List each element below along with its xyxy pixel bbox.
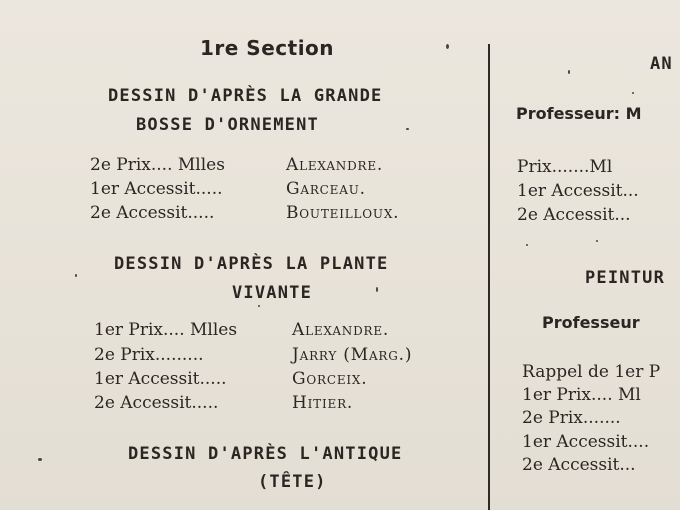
award-line [90, 155, 225, 175]
right-professor-2: Professeur [542, 313, 640, 332]
right-entry: 2e Accessit... [517, 205, 631, 225]
right-entry: Prix.......Ml [517, 157, 613, 177]
print-speck [38, 458, 42, 461]
laureate-name: Gorceix. [292, 369, 368, 389]
print-speck [526, 244, 528, 246]
right-entry: 1er Prix.... Ml [522, 385, 641, 405]
award-label: 2e Accessit..... [90, 203, 215, 223]
heading-antique-line2: (TÊTE) [258, 472, 327, 492]
award-label: 2e Accessit..... [94, 393, 219, 413]
print-speck [406, 128, 409, 130]
laureate-name: Garceau. [286, 179, 366, 199]
right-entry: 2e Prix....... [522, 408, 621, 428]
right-professor-1: Professeur: M [516, 104, 642, 123]
heading-grande-bosse-line2: BOSSE D'ORNEMENT [136, 115, 319, 135]
laureate-name: Bouteilloux. [286, 203, 400, 223]
award-line [94, 320, 237, 340]
right-entry: 2e Accessit... [522, 455, 636, 475]
award-line [94, 345, 204, 365]
award-label: 1er Accessit..... [90, 179, 223, 199]
award-line [94, 369, 227, 389]
right-heading-2: PEINTUR [585, 268, 666, 288]
award-label: 1er Prix.... Mlles [94, 320, 238, 340]
heading-antique-line1: DESSIN D'APRÈS L'ANTIQUE [128, 444, 403, 464]
award-line [90, 203, 214, 223]
laureate-name: Jarry (Marg.) [292, 345, 413, 365]
print-speck [258, 305, 260, 307]
heading-grande-bosse-line1: DESSIN D'APRÈS LA GRANDE [108, 86, 383, 106]
award-label: 1er Accessit..... [94, 369, 227, 389]
print-speck [376, 287, 378, 292]
right-entry: 1er Accessit... [517, 181, 639, 201]
heading-plante-line1: DESSIN D'APRÈS LA PLANTE [114, 254, 389, 274]
right-entry: Rappel de 1er P [522, 362, 661, 382]
print-speck [632, 92, 634, 94]
section-title: 1re Section [200, 36, 335, 60]
right-entry: 1er Accessit.... [522, 432, 650, 452]
laureate-name: Alexandre. [286, 155, 384, 175]
award-label: 2e Prix.... Mlles [90, 155, 225, 175]
print-speck [75, 274, 77, 277]
laureate-name: Hitier. [292, 393, 354, 413]
print-speck [596, 240, 598, 242]
award-line [90, 179, 223, 199]
award-label: 2e Prix......... [94, 345, 204, 365]
column-divider [488, 44, 490, 510]
right-heading-1: AN [650, 54, 673, 74]
laureate-name: Alexandre. [292, 320, 390, 340]
award-line [94, 393, 218, 413]
heading-plante-line2: VIVANTE [232, 283, 313, 303]
print-speck [568, 70, 570, 74]
print-speck [446, 44, 449, 49]
